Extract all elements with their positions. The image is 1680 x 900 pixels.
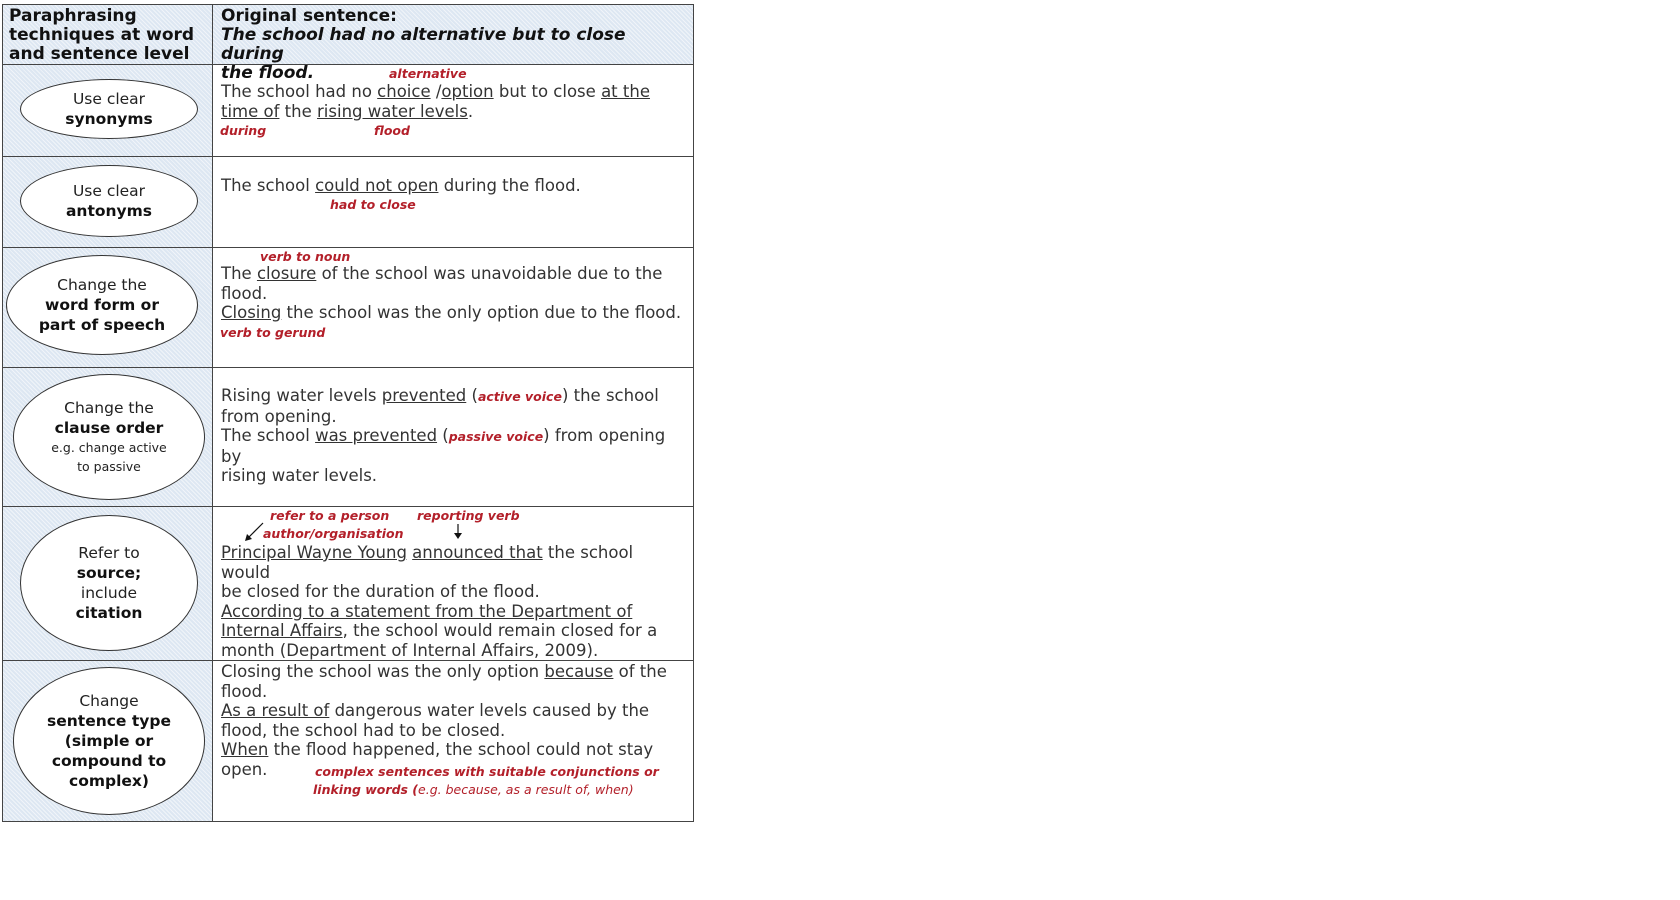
technique-oval	[13, 374, 205, 500]
annotation: active voice	[477, 389, 562, 404]
oval-line: Change	[79, 692, 139, 710]
text-run: The school had no	[221, 82, 378, 101]
annotation	[313, 782, 634, 797]
example-text	[221, 264, 685, 323]
arrow-icon	[243, 521, 267, 543]
example-text	[221, 82, 685, 121]
row-citation	[3, 507, 693, 661]
technique-oval	[13, 667, 205, 815]
text-run: (	[466, 386, 478, 405]
technique-oval	[20, 165, 198, 237]
underlined-run: option	[441, 82, 494, 101]
annotation: refer to a person	[270, 508, 390, 523]
text-run: Rising water levels	[221, 386, 382, 405]
example-cell	[213, 368, 693, 506]
underlined-run: announced that	[412, 543, 543, 562]
oval-line: Refer to	[78, 544, 140, 562]
text-run: from opening.	[221, 406, 337, 426]
underlined-run: As a result of	[221, 701, 330, 720]
example-cell	[213, 157, 693, 247]
arrow-icon	[453, 524, 463, 540]
underlined-run: Closing	[221, 303, 282, 322]
underlined-run: prevented	[381, 386, 467, 405]
annotation: during	[220, 123, 267, 138]
underlined-run: Internal Affairs	[221, 621, 343, 640]
text-run: the school was the only option due to the flood.	[281, 303, 682, 322]
oval-line: Change the	[57, 276, 147, 294]
annotation: reporting verb	[417, 508, 520, 523]
oval-line: Use clear	[72, 90, 146, 108]
text-run: The school	[221, 176, 316, 195]
annotation: complex sentences with suitable conjunctions or	[315, 764, 659, 779]
oval-line-bold: compound to	[51, 752, 167, 770]
technique-oval	[20, 515, 198, 651]
oval-line-bold: part of speech	[38, 316, 166, 334]
paraphrasing-table	[2, 4, 694, 822]
oval-line-small: e.g. change active	[51, 440, 167, 455]
oval-line-bold: (simple or	[64, 732, 154, 750]
oval-line: Use clear	[72, 182, 146, 200]
technique-cell	[3, 507, 213, 660]
annotation: passive voice	[448, 429, 544, 444]
original-sentence-line: The school had no alternative but to close during	[221, 25, 626, 64]
annotation-part: e.g. because, as a result of, when)	[418, 782, 634, 797]
oval-line-bold: synonyms	[65, 110, 153, 128]
text-run: month (Department of Internal Affairs, 2009).	[221, 640, 599, 660]
text-run: rising water levels.	[221, 466, 378, 485]
oval-line-bold: clause order	[54, 419, 164, 437]
header-right-cell	[213, 5, 693, 83]
row-synonyms	[3, 65, 693, 157]
header-row	[3, 5, 693, 83]
annotation: verb to gerund	[220, 325, 326, 340]
annotation: author/organisation	[263, 526, 404, 541]
header-left-line: techniques at word	[9, 25, 195, 45]
text-run: (	[437, 426, 449, 445]
underlined-run: rising water levels	[317, 101, 468, 121]
oval-line-bold: word form or	[45, 296, 159, 314]
header-left-line: and sentence level	[9, 44, 190, 64]
oval-line-bold: citation	[75, 604, 143, 622]
row-sentence-type	[3, 661, 693, 821]
example-text	[221, 543, 685, 660]
oval-line-bold: antonyms	[65, 202, 153, 220]
text-run: Closing the school was the only option	[221, 662, 545, 681]
example-text	[221, 176, 685, 196]
underlined-run: time of	[221, 101, 280, 121]
oval-line-small: to passive	[77, 459, 141, 474]
text-run: ) the school	[561, 386, 659, 405]
example-text	[221, 386, 685, 486]
original-sentence-label: Original sentence:	[221, 6, 397, 26]
technique-cell	[3, 157, 213, 247]
annotation: flood	[374, 123, 410, 138]
text-run: .	[467, 101, 474, 121]
oval-line: include	[80, 584, 138, 602]
text-run: the flood happened, the school could not stay	[268, 740, 654, 759]
text-run: , the school would remain closed for a	[342, 621, 658, 640]
underlined-run: because	[544, 662, 614, 681]
oval-line-bold: source;	[76, 564, 142, 582]
text-run: dangerous water levels caused by the	[329, 701, 650, 720]
row-word-form	[3, 248, 693, 368]
example-cell	[213, 248, 693, 367]
text-run: The	[221, 264, 257, 283]
text-run: /	[430, 82, 442, 101]
technique-cell	[3, 368, 213, 506]
oval-line: Change the	[64, 399, 154, 417]
oval-line-bold: sentence type	[47, 712, 171, 730]
text-run: ) from opening by	[221, 426, 666, 466]
text-run: during the flood.	[438, 176, 581, 195]
example-cell	[213, 65, 693, 156]
technique-oval	[6, 255, 198, 355]
text-run: of the school was unavoidable due to the	[316, 264, 663, 283]
text-run: flood, the school had to be closed.	[221, 720, 506, 740]
annotation: alternative	[389, 66, 467, 81]
example-cell	[213, 507, 693, 660]
annotation-part: linking words (	[313, 782, 419, 797]
underlined-run: choice	[377, 82, 431, 101]
text-run: be closed for the duration of the flood.	[221, 582, 540, 601]
underlined-run: could not open	[315, 176, 439, 195]
original-sentence-line: the flood.	[221, 63, 315, 83]
technique-cell	[3, 248, 213, 367]
header-left-line: Paraphrasing	[9, 6, 137, 26]
example-cell	[213, 661, 693, 821]
example-text	[221, 662, 685, 779]
text-run: flood.	[221, 681, 268, 701]
text-run: but to close	[493, 82, 602, 101]
underlined-run: closure	[256, 264, 317, 283]
underlined-run: was prevented	[315, 426, 438, 445]
text-run: The school	[221, 426, 316, 445]
annotation: verb to noun	[260, 249, 351, 264]
underlined-run: Principal Wayne Young	[221, 543, 407, 562]
text-run: the school would	[221, 543, 634, 582]
row-clause-order	[3, 368, 693, 507]
technique-oval	[20, 79, 198, 139]
text-run: of the	[613, 662, 667, 681]
text-run: open.	[221, 759, 268, 779]
underlined-run: According to a statement from the Department of	[221, 601, 633, 621]
annotation: had to close	[330, 197, 416, 212]
technique-cell	[3, 661, 213, 821]
underlined-run: at the	[601, 82, 650, 101]
underlined-run: When	[221, 740, 269, 759]
text-run: flood.	[221, 283, 268, 303]
header-left-cell	[3, 5, 213, 64]
row-antonyms	[3, 157, 693, 248]
oval-line-bold: complex)	[69, 772, 149, 790]
text-run: the	[279, 101, 318, 121]
technique-cell	[3, 65, 213, 156]
